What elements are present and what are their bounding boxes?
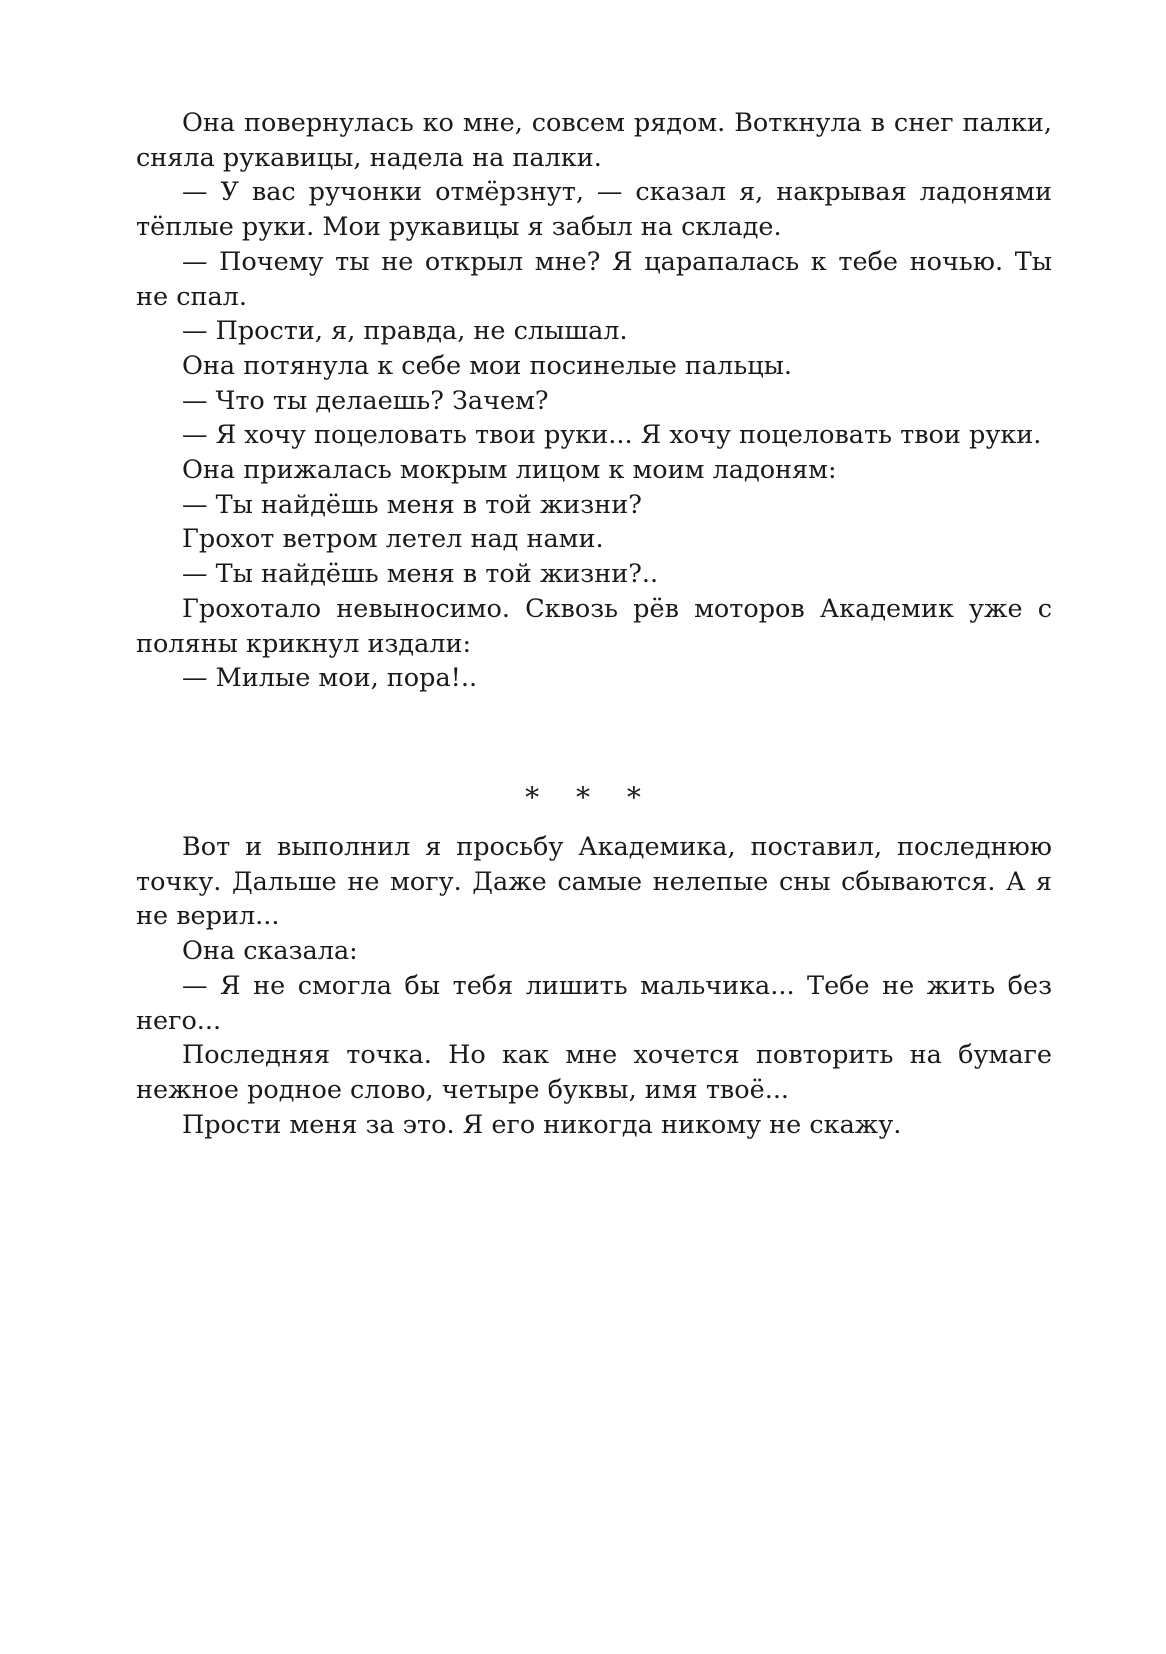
section-separator: * * * (525, 781, 655, 814)
paragraph: — Ты найдёшь меня в той жизни? (182, 489, 642, 520)
paragraph: Она повернулась ко мне, совсем рядом. Воткнула в снег палки, сняла рукавицы, надела на палки. (136, 108, 1052, 173)
text-section-2 (136, 830, 1052, 1142)
paragraph: — Милые мои, пора!.. (182, 663, 478, 694)
text-section-1 (136, 106, 1052, 696)
paragraph: — Почему ты не открыл мне? Я царапалась к тебе ночью. Ты не спал. (136, 246, 1052, 312)
paragraph: — Я хочу поцеловать твои руки... Я хочу поцеловать твои руки. (182, 420, 1042, 451)
paragraph: Она прижалась мокрым лицом к моим ладоням: (182, 455, 837, 486)
paragraph: Вот и выполнил я просьбу Академика, поставил, последнюю точку. Дальше не могу. Даже самые нелепые сны сбываются. А я не верил... (136, 832, 1052, 932)
paragraph: Грохот ветром летел над нами. (182, 524, 604, 555)
paragraph: — Прости, я, правда, не слышал. (182, 316, 628, 347)
paragraph: Последняя точка. Но как мне хочется повторить на бумаге нежное родное слово, четыре буквы, имя твоё... (136, 1040, 1052, 1105)
paragraph: — Ты найдёшь меня в той жизни?.. (182, 559, 659, 590)
paragraph: Она потянула к себе мои посинелые пальцы. (182, 350, 792, 381)
paragraph: Грохотало невыносимо. Сквозь рёв моторов Академик уже с поляны крикнул издали: (136, 593, 1052, 659)
paragraph: — Что ты делаешь? Зачем? (182, 385, 549, 416)
paragraph: — У вас ручонки отмёрзнут, — сказал я, накрывая ладонями тёплые руки. Мои рукавицы я забыл на складе. (136, 177, 1052, 243)
paragraph: Прости меня за это. Я его никогда никому не скажу. (182, 1109, 902, 1140)
paragraph: — Я не смогла бы тебя лишить мальчика... Тебе не жить без него... (136, 970, 1052, 1036)
paragraph: Она сказала: (182, 936, 358, 967)
